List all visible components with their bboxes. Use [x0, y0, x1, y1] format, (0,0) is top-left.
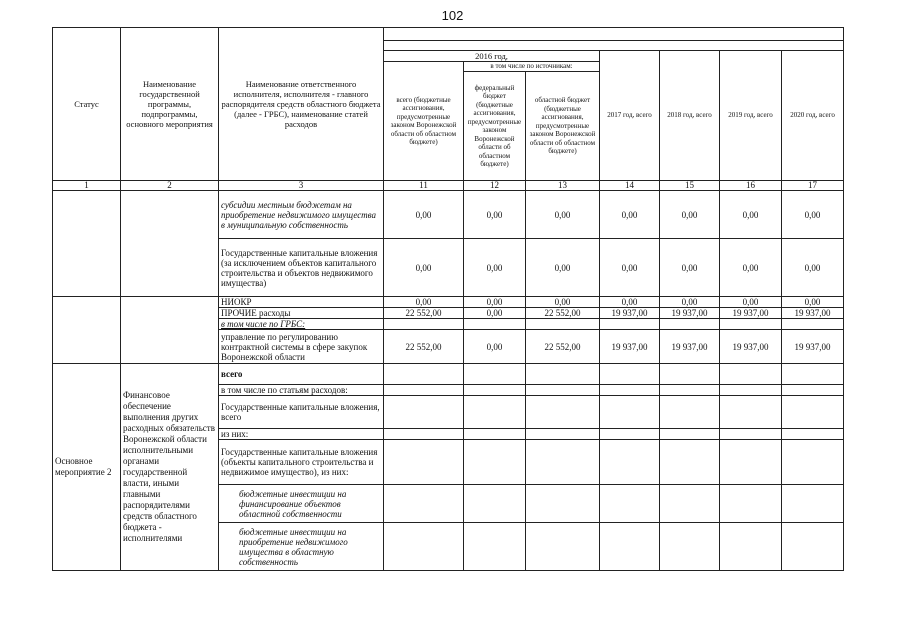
row-name: управление по регулированию контрактной системы в сфере закупок Воронежской области — [219, 330, 384, 364]
value-cell — [464, 319, 526, 330]
row-name: бюджетные инвестиции на финансирование объектов областной собственности — [219, 485, 384, 523]
value-cell: 0,00 — [526, 239, 600, 297]
value-cell: 0,00 — [600, 239, 660, 297]
col-number: 1 — [53, 181, 121, 191]
value-cell — [782, 319, 844, 330]
value-cell: 0,00 — [600, 191, 660, 239]
header-program: Наименование государственной программы, подпрограммы, основного мероприятия — [121, 28, 219, 181]
row-name: Государственные капитальные вложения, всего — [219, 396, 384, 429]
value-cell: 0,00 — [660, 191, 720, 239]
value-cell: 22 552,00 — [526, 308, 600, 319]
value-cell: 0,00 — [464, 330, 526, 364]
status-cell-empty — [53, 297, 121, 364]
header-year-2016: 2016 год, — [384, 51, 600, 62]
value-cell: 0,00 — [464, 239, 526, 297]
value-cell: 0,00 — [782, 239, 844, 297]
value-cell: 0,00 — [526, 191, 600, 239]
value-cell: 0,00 — [384, 191, 464, 239]
value-cell: 19 937,00 — [660, 308, 720, 319]
header-2020: 2020 год, всего — [782, 51, 844, 181]
value-cell: 0,00 — [384, 239, 464, 297]
value-cell: 19 937,00 — [720, 330, 782, 364]
header-2019: 2019 год, всего — [720, 51, 782, 181]
value-cell — [384, 319, 464, 330]
row-name: Государственные капитальные вложения (за исключением объектов капитального строительства и объектов недвижимого имущества) — [219, 239, 384, 297]
row-name: бюджетные инвестиции на приобретение недвижимого имущества в областную собственность — [219, 523, 384, 571]
header-federal: федеральный бюджет (бюджетные ассигнования, предусмотренные законом Воронежской области об областном бюджете) — [464, 72, 526, 181]
value-cell: 19 937,00 — [720, 308, 782, 319]
row-name: всего — [219, 364, 384, 385]
program-cell-empty — [121, 191, 219, 297]
header-status: Статус — [53, 28, 121, 181]
row-name: из них: — [219, 429, 384, 440]
activity-program: Финансовое обеспечение выполнения других расходных обязательств Воронежской области исполнительными органами государственной власти, иными главными распорядителями средств областного бюджета - исполнителями — [121, 364, 219, 571]
value-cell: 22 552,00 — [384, 308, 464, 319]
value-cell: 19 937,00 — [600, 308, 660, 319]
value-cell: 0,00 — [600, 297, 660, 308]
value-cell: 19 937,00 — [782, 330, 844, 364]
col-number: 14 — [600, 181, 660, 191]
page-number: 102 — [441, 8, 464, 23]
value-cell — [720, 319, 782, 330]
value-cell: 0,00 — [464, 191, 526, 239]
value-cell: 0,00 — [720, 297, 782, 308]
col-number: 11 — [384, 181, 464, 191]
value-cell — [660, 319, 720, 330]
value-cell: 19 937,00 — [660, 330, 720, 364]
activity-status: Основное мероприятие 2 — [53, 364, 121, 571]
col-number: 16 — [720, 181, 782, 191]
header-regional: областной бюджет (бюджетные ассигнования, предусмотренные законом Воронежской области об областном бюджете) — [526, 72, 600, 181]
status-cell-empty — [53, 191, 121, 297]
col-number: 17 — [782, 181, 844, 191]
header-top-blank — [384, 28, 844, 41]
col-number: 2 — [121, 181, 219, 191]
value-cell: 22 552,00 — [384, 330, 464, 364]
col-number: 13 — [526, 181, 600, 191]
row-name: в том числе по ГРБС: — [219, 319, 384, 330]
col-number: 12 — [464, 181, 526, 191]
value-cell: 19 937,00 — [782, 308, 844, 319]
header-incl-sources: в том числе по источникам: — [464, 62, 600, 72]
col-number: 3 — [219, 181, 384, 191]
row-name: в том числе по статьям расходов: — [219, 385, 384, 396]
value-cell: 22 552,00 — [526, 330, 600, 364]
budget-table — [52, 27, 844, 571]
value-cell — [600, 319, 660, 330]
header-2017: 2017 год, всего — [600, 51, 660, 181]
header-second-blank — [384, 41, 844, 51]
value-cell: 0,00 — [660, 297, 720, 308]
program-cell-empty — [121, 297, 219, 364]
value-cell: 0,00 — [720, 191, 782, 239]
row-name: ПРОЧИЕ расходы — [219, 308, 384, 319]
col-number: 15 — [660, 181, 720, 191]
value-cell: 0,00 — [720, 239, 782, 297]
row-name: Государственные капитальные вложения (объекты капитального строительства и недвижимое имущество), из них: — [219, 440, 384, 485]
header-responsible: Наименование ответственного исполнителя, исполнителя - главного распорядителя средств областного бюджета (далее - ГРБС), наименование статей расходов — [219, 28, 384, 181]
value-cell: 0,00 — [464, 297, 526, 308]
row-name: субсидии местным бюджетам на приобретение недвижимого имущества в муниципальную собственность — [219, 191, 384, 239]
value-cell: 19 937,00 — [600, 330, 660, 364]
value-cell: 0,00 — [384, 297, 464, 308]
header-all-budget: всего (бюджетные ассигнования, предусмотренные законом Воронежской области об областном бюджете) — [384, 62, 464, 181]
value-cell: 0,00 — [782, 297, 844, 308]
header-2018: 2018 год, всего — [660, 51, 720, 181]
value-cell — [526, 319, 600, 330]
row-name: НИОКР — [219, 297, 384, 308]
value-cell: 0,00 — [464, 308, 526, 319]
value-cell: 0,00 — [660, 239, 720, 297]
value-cell: 0,00 — [782, 191, 844, 239]
value-cell: 0,00 — [526, 297, 600, 308]
